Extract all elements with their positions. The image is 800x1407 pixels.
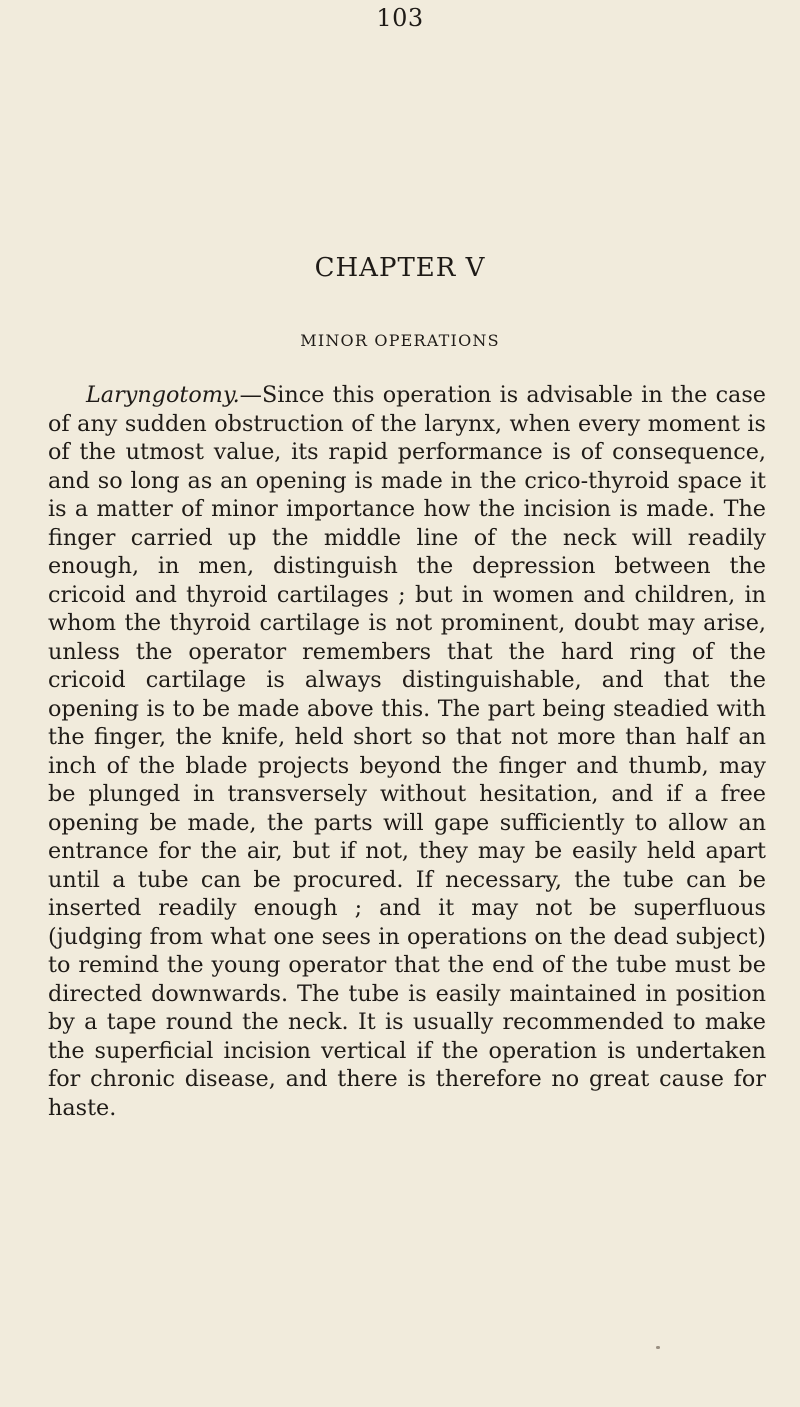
page-number: 103 — [376, 4, 424, 32]
body-paragraph — [48, 381, 766, 1122]
paragraph-text: —Since this operation is advisable in the case of any sudden obstruction of the larynx, when every moment is of the utmost value, its rapid performance is of consequence, and so long as an opening is made in the crico-thyroid space it is a matter of minor importance how the incision is made. The finger carried up the middle line of the neck will readily enough, in men, distinguish the depression between the cricoid and thyroid cartilages ; but in women and children, in whom the thyroid cartilage is not prominent, doubt may arise, unless the operator remembers that the hard ring of the cricoid cartilage is always distinguishable, and that the opening is to be made above this. The part being steadied with the finger, the knife, held short so that not more than half an inch of the blade projects beyond the finger and thumb, may be plunged in transversely without hesitation, and if a free opening be made, the parts will gape sufficiently to allow an entrance for the air, but if not, they may be easily held apart until a tube can be procured. If necessary, the tube can be inserted readily enough ; and it may not be superfluous (judging from what one sees in operations on the dead subject) to remind the young operator that the end of the tube must be directed downwards. The tube is easily maintained in position by a tape round the neck. It is usually recommended to make the superficial incision vertical if the operation is undertaken for chronic disease, and there is therefore no great cause for haste. — [48, 382, 766, 1121]
chapter-title: CHAPTER V — [314, 253, 486, 283]
paragraph-heading: Laryngotomy. — [86, 382, 240, 408]
section-title: MINOR OPERATIONS — [300, 331, 500, 350]
paper-speck — [656, 1346, 660, 1349]
